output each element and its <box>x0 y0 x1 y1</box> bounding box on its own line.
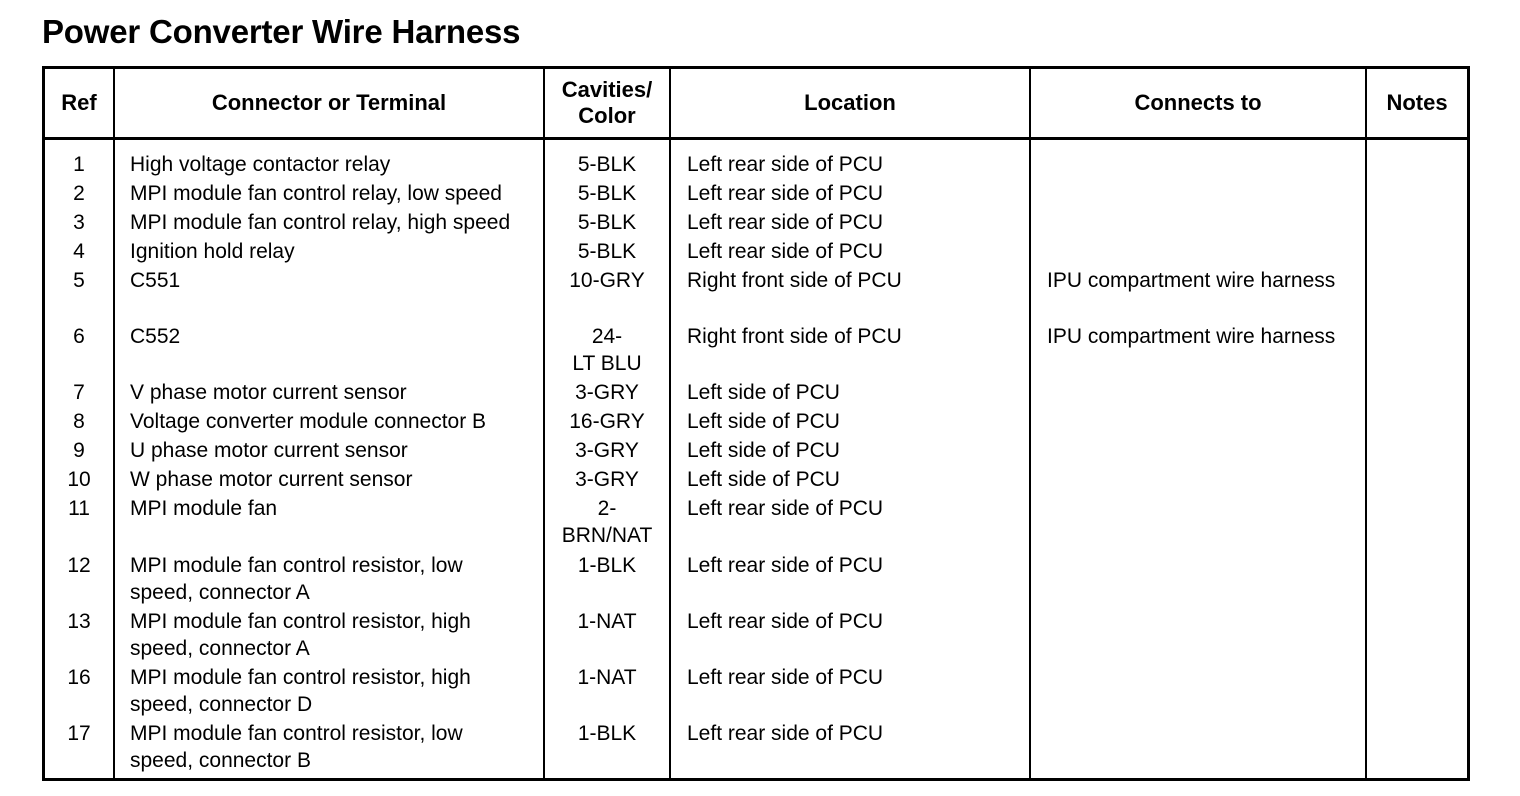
ref-cell: 13 <box>67 610 91 633</box>
cavities-color-cell: 5-BLK <box>577 211 637 234</box>
column-divider <box>113 69 115 778</box>
connector-cell: High voltage contactor relay <box>130 153 391 176</box>
connector-cell: Voltage converter module connector B <box>130 410 487 433</box>
connects-to-cell: IPU compartment wire harness <box>1047 325 1336 348</box>
connector-cell: W phase motor current sensor <box>130 468 413 491</box>
wire-harness-table <box>42 66 1470 781</box>
connects-to-cell: IPU compartment wire harness <box>1047 269 1336 292</box>
location-cell: Left rear side of PCU <box>687 211 884 234</box>
header-connects-to: Connects to <box>1134 90 1262 115</box>
cavities-color-cell: 16-GRY <box>569 410 645 433</box>
location-cell: Left rear side of PCU <box>687 722 884 745</box>
header-ref: Ref <box>61 90 97 115</box>
connector-cell: Ignition hold relay <box>130 240 295 263</box>
cavities-color-cell: 2- BRN/NAT <box>561 497 653 547</box>
cavities-color-cell: 10-GRY <box>569 269 645 292</box>
ref-cell: 2 <box>73 182 85 205</box>
column-divider <box>669 69 671 778</box>
location-cell: Left rear side of PCU <box>687 153 884 176</box>
ref-cell: 17 <box>67 722 91 745</box>
page-title: Power Converter Wire Harness <box>42 13 521 50</box>
location-cell: Left rear side of PCU <box>687 497 884 520</box>
connector-cell: MPI module fan control resistor, high speed, connector D <box>130 666 471 716</box>
header-notes: Notes <box>1386 90 1448 115</box>
cavities-color-cell: 1-NAT <box>577 610 637 633</box>
ref-cell: 12 <box>67 554 91 577</box>
location-cell: Left side of PCU <box>687 439 840 462</box>
connector-cell: V phase motor current sensor <box>130 381 407 404</box>
cavities-color-cell: 3-GRY <box>575 439 639 462</box>
cavities-color-cell: 1-BLK <box>577 554 637 577</box>
connector-cell: MPI module fan <box>130 497 278 520</box>
location-cell: Left side of PCU <box>687 468 840 491</box>
ref-cell: 8 <box>73 410 85 433</box>
header-connector: Connector or Terminal <box>211 90 447 115</box>
ref-cell: 5 <box>73 269 85 292</box>
location-cell: Left rear side of PCU <box>687 666 884 689</box>
ref-cell: 1 <box>73 153 85 176</box>
ref-cell: 4 <box>73 240 85 263</box>
connector-cell: C552 <box>130 325 181 348</box>
cavities-color-cell: 5-BLK <box>577 182 637 205</box>
cavities-color-cell: 1-NAT <box>577 666 637 689</box>
header-cavities-color: Cavities/ Color <box>561 77 653 128</box>
location-cell: Left rear side of PCU <box>687 610 884 633</box>
connector-cell: C551 <box>130 269 181 292</box>
header-location: Location <box>804 90 896 115</box>
location-cell: Left side of PCU <box>687 381 840 404</box>
ref-cell: 16 <box>67 666 91 689</box>
ref-cell: 3 <box>73 211 85 234</box>
cavities-color-cell: 5-BLK <box>577 240 637 263</box>
ref-cell: 10 <box>67 468 91 491</box>
cavities-color-cell: 5-BLK <box>577 153 637 176</box>
ref-cell: 6 <box>73 325 85 348</box>
location-cell: Left rear side of PCU <box>687 240 884 263</box>
cavities-color-cell: 1-BLK <box>577 722 637 745</box>
connector-cell: MPI module fan control resistor, high speed, connector A <box>130 610 471 660</box>
location-cell: Left rear side of PCU <box>687 182 884 205</box>
header-divider <box>45 137 1467 140</box>
location-cell: Right front side of PCU <box>687 269 902 292</box>
ref-cell: 11 <box>68 497 90 520</box>
column-divider <box>1029 69 1031 778</box>
connector-cell: MPI module fan control relay, low speed <box>130 182 502 205</box>
connector-cell: U phase motor current sensor <box>130 439 408 462</box>
cavities-color-cell: 3-GRY <box>575 381 639 404</box>
location-cell: Left side of PCU <box>687 410 840 433</box>
column-divider <box>1365 69 1367 778</box>
location-cell: Left rear side of PCU <box>687 554 884 577</box>
cavities-color-cell: 3-GRY <box>575 468 639 491</box>
connector-cell: MPI module fan control resistor, low speed, connector A <box>130 554 463 604</box>
connector-cell: MPI module fan control resistor, low speed, connector B <box>130 722 463 772</box>
cavities-color-cell: 24- LT BLU <box>572 325 642 375</box>
location-cell: Right front side of PCU <box>687 325 902 348</box>
ref-cell: 9 <box>73 439 85 462</box>
ref-cell: 7 <box>73 381 85 404</box>
connector-cell: MPI module fan control relay, high speed <box>130 211 511 234</box>
